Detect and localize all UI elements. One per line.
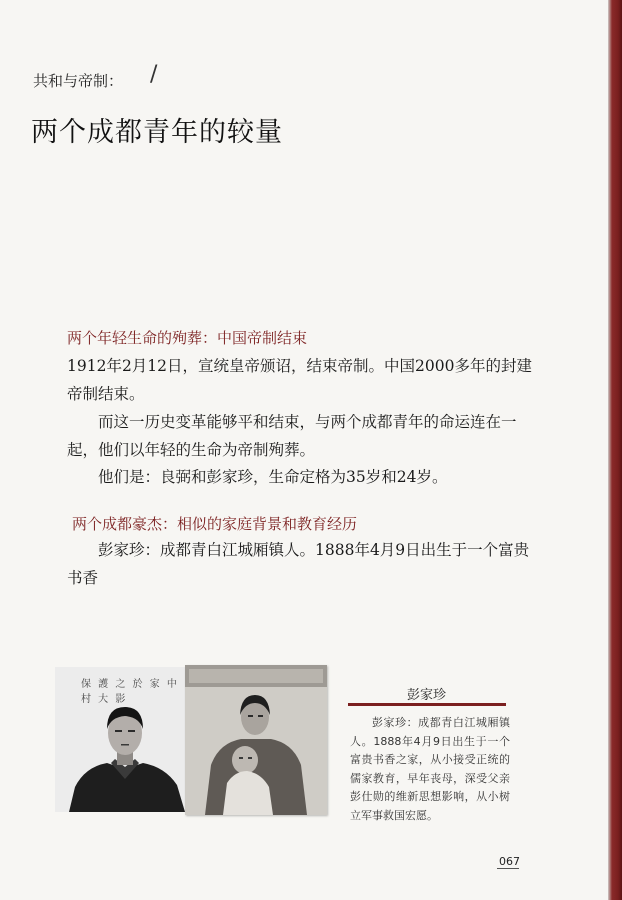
photo-caption: 保 護 之 於 家 中 村 大 影 — [81, 679, 179, 705]
section-heading-2: 两个成都豪杰：相似的家庭背景和教育经历 — [72, 515, 358, 533]
section-heading-1: 两个年轻生命的殉葬：中国帝制结束 — [67, 329, 308, 347]
family-photo — [185, 665, 327, 815]
paragraph-4: 彭家珍：成都青白江城厢镇人。1888年4月9日出生于一个富贵书香 — [67, 541, 530, 587]
page-number-rule — [497, 868, 519, 869]
page-number: 067 — [499, 855, 520, 868]
series-label: 共和与帝制： — [33, 72, 124, 90]
paragraph-3: 他们是：良弼和彭家珍，生命定格为35岁和24岁。 — [98, 468, 448, 486]
portrait-photo — [55, 667, 195, 812]
paragraph-2: 而这一历史变革能够平和结束，与两个成都青年的命运连在一起，他们以年轻的生命为帝制殉葬。 — [67, 413, 517, 459]
series-slash: / — [150, 62, 158, 87]
sidebar-rule — [348, 703, 506, 706]
sidebar-text: 彭家珍：成都青白江城厢镇人。1888年4月9日出生于一个富贵书香之家，从小接受正统的儒家教育，早年丧母，深受父亲彭仕勋的维新思想影响，从小树立军事救国宏愿。 — [350, 716, 510, 822]
sidebar-name: 彭家珍 — [407, 688, 447, 703]
paragraph-1: 1912年2月12日，宣统皇帝颁诏，结束帝制。中国2000多年的封建帝制结束。 — [67, 357, 532, 403]
page-edge-bar — [608, 0, 622, 900]
chapter-title: 两个成都青年的较量 — [31, 117, 283, 148]
